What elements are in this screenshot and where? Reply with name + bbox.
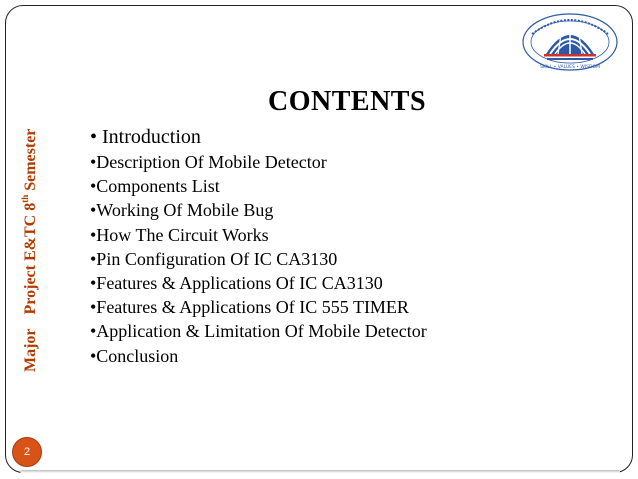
vertical-side-label — [12, 82, 38, 372]
list-item: •Description Of Mobile Detector — [90, 152, 327, 172]
contents-list — [90, 124, 427, 368]
list-item: •Conclusion — [90, 345, 179, 366]
list-item: • Introduction — [90, 126, 201, 148]
list-item: •How The Circuit Works — [90, 224, 269, 245]
side-label-major: Major — [22, 328, 39, 372]
logo-caption: SKILL • VALUES • WISDOM — [540, 65, 600, 70]
slide-title: CONTENTS — [268, 86, 427, 117]
list-item: •Features & Applications Of IC CA3130 — [90, 273, 383, 294]
list-item: •Components List — [90, 176, 220, 197]
list-item: •Pin Configuration Of IC CA3130 — [90, 248, 338, 269]
page-number-badge: 2 — [12, 437, 42, 467]
list-item: •Working Of Mobile Bug — [90, 200, 274, 221]
list-item: •Features & Applications Of IC 555 TIMER — [90, 297, 409, 318]
institute-logo — [520, 12, 620, 74]
side-label-project: Project E&TC 8 — [22, 202, 39, 315]
side-label-semester: Semester — [22, 128, 39, 191]
side-label-sup: th — [20, 194, 30, 203]
frame-shadow — [20, 470, 620, 473]
list-item: •Application & Limitation Of Mobile Detector — [90, 321, 427, 342]
